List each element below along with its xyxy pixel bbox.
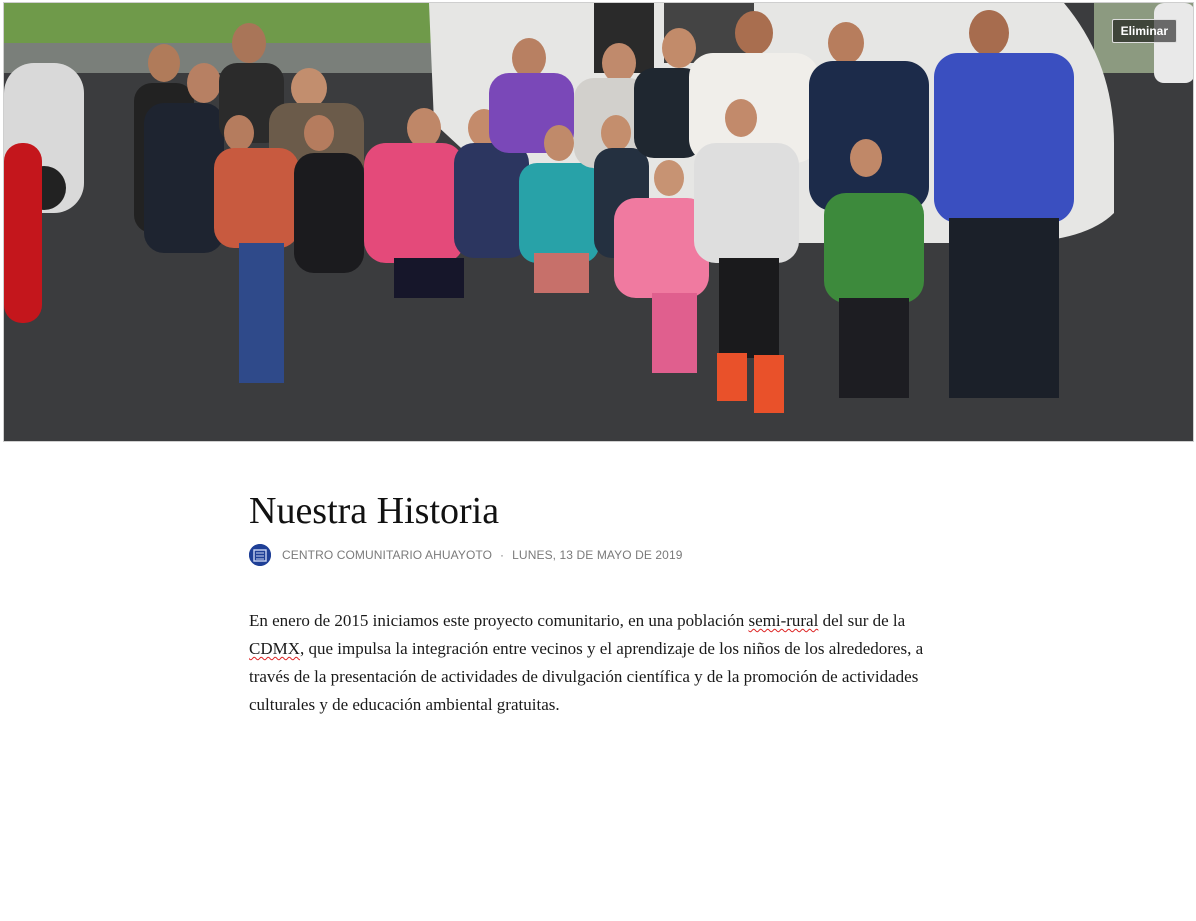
logo-icon <box>249 544 271 566</box>
misspelled-word[interactable]: CDMX <box>249 639 301 658</box>
post-title: Nuestra Historia <box>249 490 500 532</box>
delete-image-button[interactable]: Eliminar <box>1112 19 1177 43</box>
post-author[interactable]: CENTRO COMUNITARIO AHUAYOTO <box>282 548 493 562</box>
post-body <box>249 607 939 719</box>
post-date: LUNES, 13 DE MAYO DE 2019 <box>512 548 683 562</box>
body-text-2: del sur de la <box>818 611 906 630</box>
author-avatar[interactable] <box>249 544 271 566</box>
body-text-1: En enero de 2015 iniciamos este proyecto comunitario, en una población <box>249 611 749 630</box>
group-photo <box>4 3 1194 442</box>
body-text-3: , que impulsa la integración entre vecinos y el aprendizaje de los niños de los alrededores, a través de la presentación de actividades de divulgación científica y de la promoción de actividades culturales y de educación ambiental gratuitas. <box>249 639 924 714</box>
post-meta <box>249 544 949 566</box>
hero-image[interactable] <box>3 2 1194 442</box>
blog-post <box>249 488 949 736</box>
meta-separator: · <box>500 548 505 562</box>
misspelled-word[interactable]: semi-rural <box>748 611 819 630</box>
